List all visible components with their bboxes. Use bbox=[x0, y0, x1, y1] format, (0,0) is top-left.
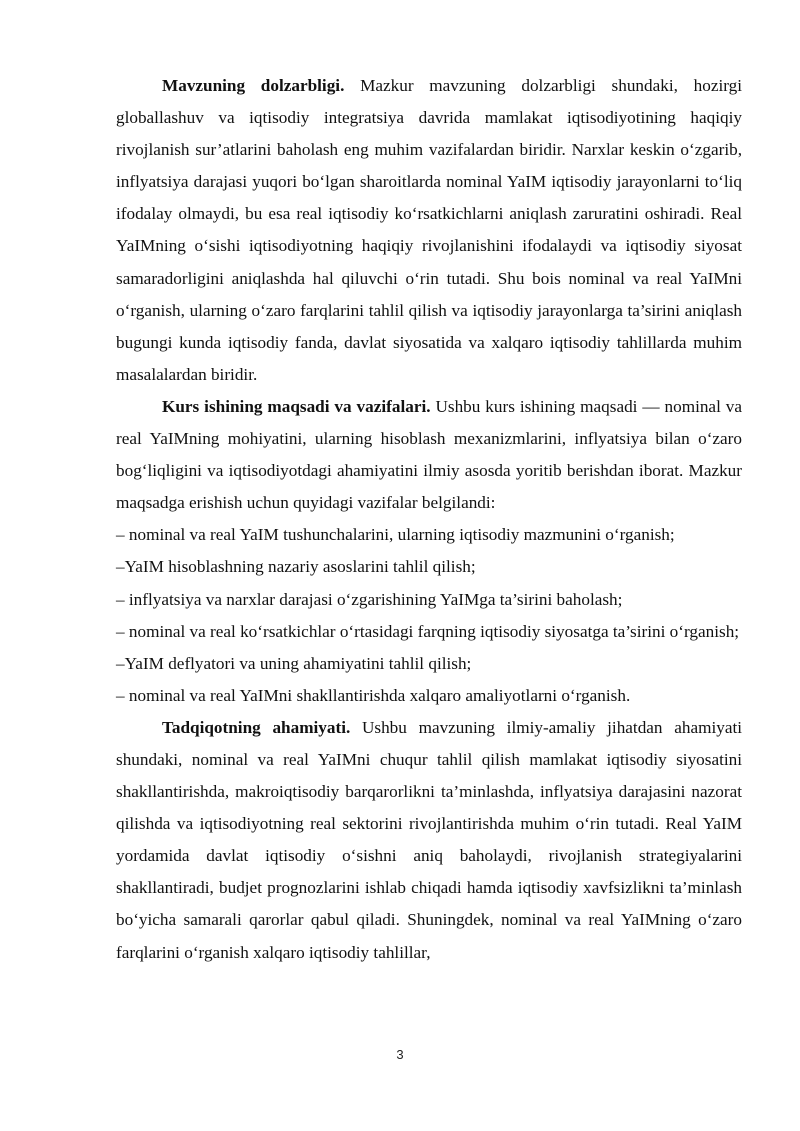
relevance-paragraph bbox=[116, 70, 742, 391]
significance-text: Ushbu mavzuning ilmiy-amaliy jihatdan ahamiyati shundaki, nominal va real YaIMni chuqur tahlil qilish mamlakat iqtisodiy siyosatini shakllantirishda, makroiqtisodiy barqarorlikni ta’minlashda, inflyatsiya darajasini nazorat qilishda va iqtisodiyotning real sektorini rivojlantirishda muhim o‘rin tutadi. Real YaIM yordamida davlat iqtisodiy o‘sishni aniq baholaydi, rivojlanish strategiyalarini shakllantiradi, budjet prognozlarini ishlab chiqadi hamda iqtisodiy xavfsizlikni ta’minlash bo‘yicha samarali qarorlar qabul qiladi. Shuningdek, nominal va real YaIMning o‘zaro farqlarini o‘rganish xalqaro iqtisodiy tahlillar, bbox=[116, 717, 743, 962]
task-item: – inflyatsiya va narxlar darajasi o‘zgarishining YaIMga ta’sirini baholash; bbox=[116, 589, 623, 609]
task-item: – nominal va real YaIM tushunchalarini, ularning iqtisodiy mazmunini o‘rganish; bbox=[116, 525, 675, 545]
goals-text: Ushbu kurs ishining maqsadi — nominal va real YaIMning mohiyatini, ularning hisoblash mexanizmlarini, inflyatsiya bilan o‘zaro bog‘liqligini va iqtisodiyotdagi ahamiyatini ilmiy asosda yoritib berishdan iborat. Mazkur maqsadga erishish uchun quyidagi vazifalar belgilandi: bbox=[116, 396, 742, 513]
relevance-text: Mazkur mavzuning dolzarbligi shundaki, hozirgi globallashuv va iqtisodiy integratsiya davrida mamlakat iqtisodiyotining haqiqiy rivojlanish sur’atlarini baholash eng muhim vazifalardan biridir. Narxlar keskin o‘zgarib, inflyatsiya darajasi yuqori bo‘lgan sharoitlarda nominal YaIM iqtisodiy jarayonlarni to‘liq ifodalay olmaydi, bu esa real iqtisodiy ko‘rsatkichlarni aniqlash zaruratini oshiradi. Real YaIMning o‘sishi iqtisodiyotning haqiqiy rivojlanishini ifodalaydi va iqtisodiy siyosat samaradorligini aniqlashda hal qiluvchi o‘rin tutadi. Shu bois nominal va real YaIMni o‘rganish, ularning o‘zaro farqlarini tahlil qilish va iqtisodiy jarayonlarga ta’sirini aniqlash bugungi kunda iqtisodiy fanda, davlat siyosatida va xalqaro iqtisodiy tahlillarda muhim masalalardan biridir. bbox=[116, 76, 743, 384]
body-text bbox=[116, 70, 742, 969]
task-item: –YaIM deflyatori va uning ahamiyatini tahlil qilish; bbox=[116, 653, 472, 673]
goals-heading: Kurs ishining maqsadi va vazifalari. bbox=[162, 396, 431, 416]
significance-heading: Tadqiqotning ahamiyati. bbox=[162, 717, 351, 737]
task-item: –YaIM hisoblashning nazariy asoslarini tahlil qilish; bbox=[116, 557, 476, 577]
relevance-heading: Mavzuning dolzarbligi. bbox=[162, 76, 345, 95]
task-item: – nominal va real YaIMni shakllantirishda xalqaro amaliyotlarni o‘rganish. bbox=[116, 685, 631, 705]
significance-paragraph bbox=[116, 712, 742, 969]
page-number: 3 bbox=[396, 1047, 404, 1062]
task-item: – nominal va real ko‘rsatkichlar o‘rtasidagi farqning iqtisodiy siyosatga ta’sirini o‘rganish; bbox=[116, 621, 740, 641]
goals-paragraph bbox=[116, 391, 742, 519]
